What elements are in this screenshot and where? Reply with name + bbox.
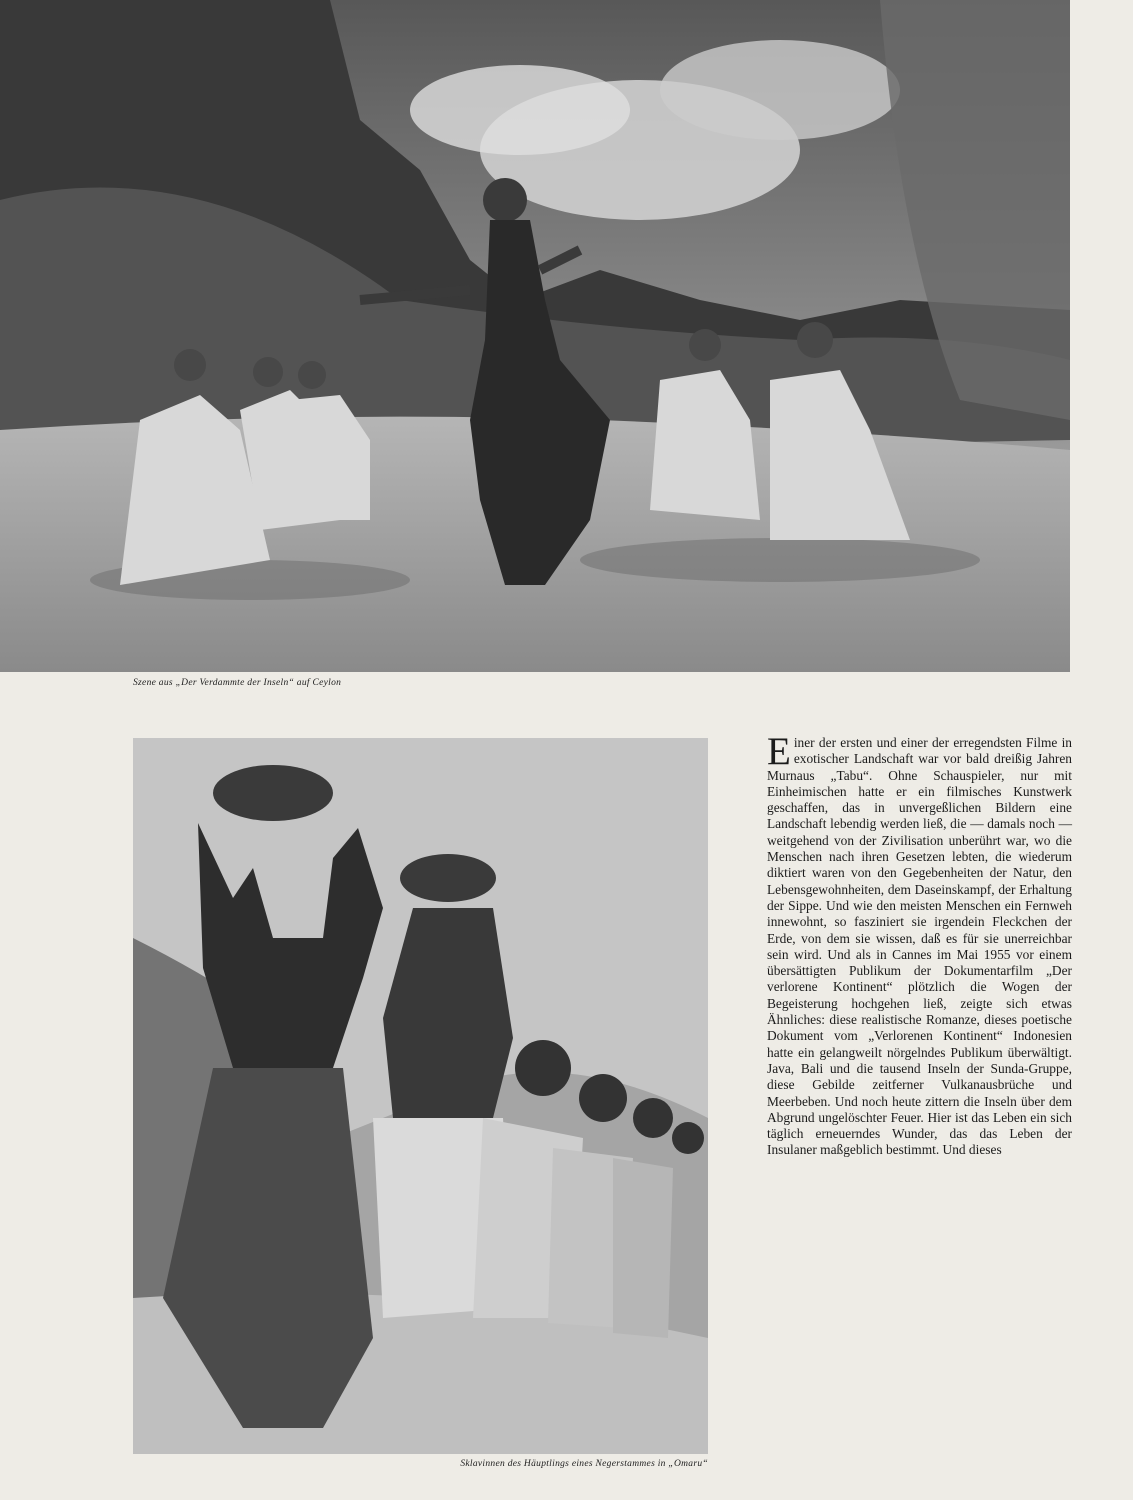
article-body: iner der ersten und einer der erregendsten Filme in exotischer Landschaft war vor bald dreißig Jahren Murnaus „Tabu“. Ohne Schauspieler, nur mit Einheimischen hatte er ein filmisches Kunstwerk geschaffen, das in unvergeßlichen Bildern eine Landschaft lebendig werden ließ, die — damals noch — weitgehend von der Zivilisation unberührt war, wo die Menschen nach ihren Gesetzen lebten, die wiederum diktiert waren von den Gegebenheiten der Natur, den Lebensgewohnheiten, dem Daseinskampf, der Erhaltung der Sippe. Und wie den meisten Menschen ein Fernweh innewohnt, so fasziniert sie irgendein Fleckchen der Erde, von dem sie wissen, daß es für sie unerreichbar sein wird. Und als in Cannes im Mai 1955 vor einem übersättigten Publikum der Dokumentarfilm „Der verlorene Kontinent“ plötzlich die Wogen der Begeisterung hochgehen ließ, zeigte sich etwas Ähnliches: diese realistische Romanze, dieses poetische Dokument vom „Verlorenen Kontinent“ Indonesien hatte ein gelangweilt nörgelndes Publikum überwältigt. Java, Bali und die tausend Inseln der Sunda-Gruppe, diese Gebilde zeitferner Vulkanausbrüche und Meerbeben. Und noch heute zittern die Inseln über dem Abgrund ungelöschter Feuer. Hier ist das Leben ein sich täglich erneuerndes Wunder, das das Leben der Insulaner maßgeblich bestimmt. Und dieses <box>767 735 1072 1158</box>
dance-scene-illustration <box>0 0 1070 672</box>
basket-carriers-photo <box>133 738 708 1454</box>
article-paragraph <box>767 730 1072 1159</box>
top-photo-caption: Szene aus „Der Verdammte der Inseln“ auf Ceylon <box>133 678 342 688</box>
basket-carriers-illustration <box>133 738 708 1454</box>
bottom-photo-caption: Sklavinnen des Häuptlings eines Negerstammes in „Omaru“ <box>460 1459 708 1469</box>
dance-scene-photo <box>0 0 1070 672</box>
article-text <box>767 730 1072 1159</box>
drop-cap: E <box>767 730 791 773</box>
